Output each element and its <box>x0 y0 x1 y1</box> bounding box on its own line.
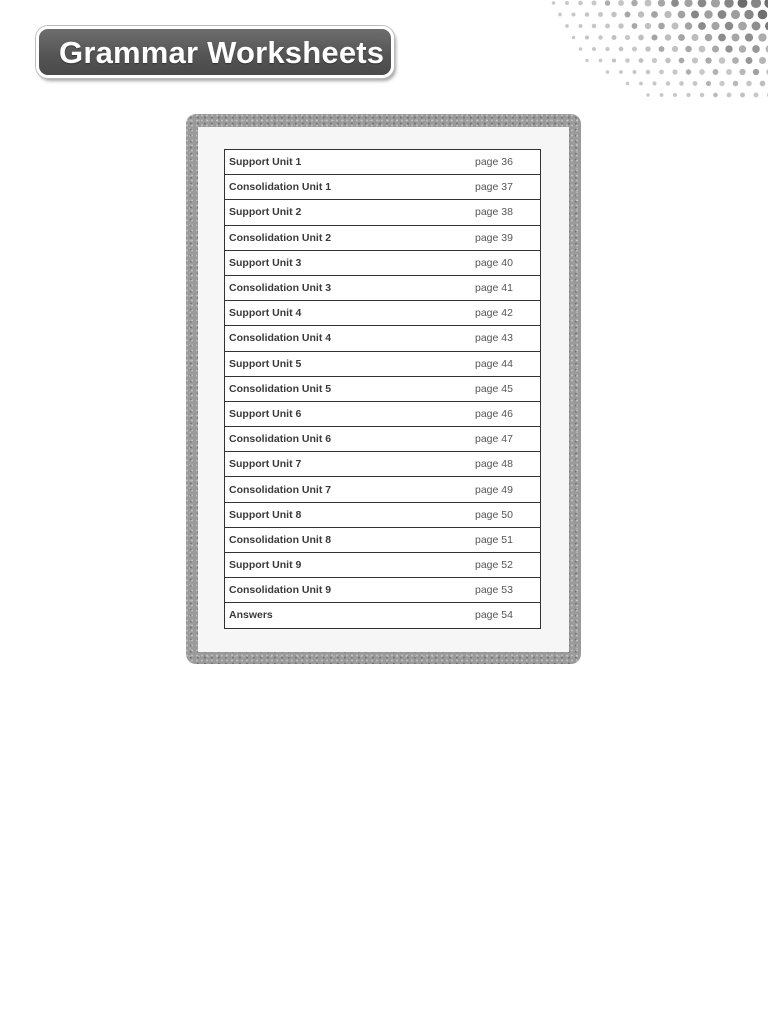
decorative-dot <box>612 58 616 62</box>
decorative-dot <box>619 70 623 74</box>
decorative-dot <box>699 69 705 75</box>
page-number: page 40 <box>471 250 541 275</box>
decorative-dot <box>732 57 739 64</box>
decorative-dot <box>598 12 603 17</box>
unit-name: Support Unit 7 <box>225 452 472 477</box>
page-number: page 49 <box>471 477 541 502</box>
unit-name: Support Unit 4 <box>225 301 472 326</box>
decorative-dot <box>718 10 727 19</box>
decorative-dot <box>625 12 631 18</box>
decorative-dot <box>698 0 707 7</box>
decorative-dot <box>753 69 759 75</box>
decorative-dot <box>678 11 686 19</box>
decorative-dot <box>686 93 690 97</box>
decorative-dot <box>685 46 692 53</box>
unit-name: Support Unit 2 <box>225 200 472 225</box>
unit-name: Consolidation Unit 3 <box>225 275 472 300</box>
decorative-dot <box>651 34 657 40</box>
table-row <box>225 225 541 250</box>
table-row <box>225 376 541 401</box>
decorative-dot <box>713 93 718 98</box>
decorative-dot <box>752 45 760 53</box>
decorative-dot <box>660 93 664 97</box>
unit-name: Consolidation Unit 8 <box>225 527 472 552</box>
decorative-dot <box>625 35 630 40</box>
decorative-dot <box>686 69 691 74</box>
unit-name: Consolidation Unit 2 <box>225 225 472 250</box>
decorative-dot <box>698 22 706 30</box>
page-number: page 50 <box>471 502 541 527</box>
contents-table <box>224 149 541 629</box>
decorative-dot <box>645 23 651 29</box>
decorative-dot <box>639 58 644 63</box>
decorative-dot <box>764 0 768 8</box>
decorative-dot <box>705 57 711 63</box>
decorative-dot <box>665 34 671 40</box>
table-row <box>225 553 541 578</box>
unit-name: Consolidation Unit 1 <box>225 175 472 200</box>
decorative-dot <box>605 24 610 29</box>
unit-name: Support Unit 9 <box>225 553 472 578</box>
decorative-dot <box>665 58 671 64</box>
decorative-dot <box>739 45 746 52</box>
decorative-dot <box>571 12 575 16</box>
decorative-dot <box>759 57 766 64</box>
decorative-dot <box>711 0 720 8</box>
page-number: page 37 <box>471 175 541 200</box>
page-number: page 41 <box>471 275 541 300</box>
decorative-dot <box>626 82 630 86</box>
decorative-dot <box>578 24 582 28</box>
decorative-dot <box>673 93 677 97</box>
decorative-dot <box>678 34 685 41</box>
page-number: page 38 <box>471 200 541 225</box>
decorative-dot <box>652 81 656 85</box>
decorative-dot <box>758 10 768 20</box>
decorative-dot <box>666 81 670 85</box>
decorative-dot <box>738 22 747 31</box>
page-number: page 46 <box>471 401 541 426</box>
decorative-dot <box>632 46 637 51</box>
decorative-dot <box>558 13 562 17</box>
decorative-dot <box>619 47 624 52</box>
decorative-dot <box>618 23 623 28</box>
decorative-dot <box>651 11 658 18</box>
decorative-dot <box>746 57 753 64</box>
page-number: page 43 <box>471 326 541 351</box>
decorative-dot <box>685 22 692 29</box>
title-badge <box>36 26 394 78</box>
unit-name: Consolidation Unit 9 <box>225 578 472 603</box>
decorative-dot <box>746 81 752 87</box>
decorative-dot <box>726 69 732 75</box>
table-row <box>225 578 541 603</box>
decorative-dot <box>727 93 732 98</box>
table-row <box>225 401 541 426</box>
decorative-dot <box>740 93 745 98</box>
contents-panel <box>198 127 569 652</box>
unit-name: Consolidation Unit 6 <box>225 427 472 452</box>
decorative-dot <box>672 46 678 52</box>
unit-name: Support Unit 6 <box>225 401 472 426</box>
decorative-dot <box>565 1 569 5</box>
table-row <box>225 200 541 225</box>
decorative-dot <box>639 82 643 86</box>
decorative-dot <box>632 23 638 29</box>
decorative-dot <box>631 0 637 6</box>
decorative-dot <box>672 69 677 74</box>
decorative-dot <box>744 10 753 19</box>
decorative-dot <box>713 69 719 75</box>
decorative-dot <box>704 10 712 18</box>
decorative-dot <box>645 46 650 51</box>
decorative-dot <box>659 70 664 75</box>
decorative-dot <box>645 0 652 6</box>
decorative-dot <box>693 81 698 86</box>
page-number: page 48 <box>471 452 541 477</box>
table-row <box>225 301 541 326</box>
decorative-dot <box>611 12 617 18</box>
page-number: page 54 <box>471 603 541 628</box>
decorative-dot <box>592 24 597 29</box>
decorative-dot <box>591 0 596 5</box>
page-number: page 42 <box>471 301 541 326</box>
table-row <box>225 326 541 351</box>
decorative-dot <box>632 70 636 74</box>
decorative-dot <box>679 58 685 64</box>
decorative-dot <box>732 34 740 42</box>
unit-name: Consolidation Unit 5 <box>225 376 472 401</box>
table-row <box>225 275 541 300</box>
decorative-dot <box>578 1 583 6</box>
decorative-dot <box>725 22 733 30</box>
decorative-dot <box>565 24 569 28</box>
decorative-dot <box>758 33 766 41</box>
table-row <box>225 502 541 527</box>
decorative-dot <box>691 34 698 41</box>
decorative-dot <box>572 36 576 40</box>
decorative-dot <box>712 45 719 52</box>
decorative-dot <box>606 70 610 74</box>
table-row <box>225 427 541 452</box>
decorative-dot <box>585 59 588 62</box>
page-number: page 39 <box>471 225 541 250</box>
unit-name: Support Unit 8 <box>225 502 472 527</box>
decorative-dot <box>658 0 665 7</box>
page-number: page 44 <box>471 351 541 376</box>
decorative-dot <box>638 11 644 17</box>
unit-name: Support Unit 1 <box>225 150 472 175</box>
decorative-dot <box>731 10 740 19</box>
decorative-dot <box>618 0 624 6</box>
decorative-dot <box>725 45 732 52</box>
decorative-dot <box>671 0 679 7</box>
decorative-dot <box>585 35 589 39</box>
decorative-dot <box>659 46 665 52</box>
decorative-dot <box>652 58 657 63</box>
decorative-dot <box>684 0 692 7</box>
decorative-dot <box>711 22 719 30</box>
decorative-dot <box>699 46 706 53</box>
table-row <box>225 175 541 200</box>
decorative-dot <box>752 22 761 31</box>
page-number: page 51 <box>471 527 541 552</box>
decorative-dot <box>585 12 590 17</box>
decorative-dot <box>719 57 726 64</box>
page-number: page 36 <box>471 150 541 175</box>
unit-name: Consolidation Unit 4 <box>225 326 472 351</box>
decorative-dot <box>719 81 724 86</box>
decorative-dot <box>612 35 617 40</box>
decorative-dot <box>664 11 671 18</box>
decorative-dot <box>646 70 651 75</box>
unit-name: Support Unit 5 <box>225 351 472 376</box>
table-row <box>225 150 541 175</box>
table-row <box>225 250 541 275</box>
decorative-dot <box>700 93 704 97</box>
decorative-dot <box>679 81 684 86</box>
decorative-dot <box>598 35 602 39</box>
decorative-dot <box>760 81 766 87</box>
unit-name: Consolidation Unit 7 <box>225 477 472 502</box>
table-row <box>225 351 541 376</box>
decorative-dot <box>605 47 609 51</box>
decorative-dot <box>753 92 758 97</box>
table-row <box>225 603 541 628</box>
table-row <box>225 527 541 552</box>
decorative-dot <box>671 22 678 29</box>
decorative-dot <box>738 0 748 8</box>
page-number: page 53 <box>471 578 541 603</box>
decorative-dot <box>552 1 556 5</box>
decorative-dot <box>625 58 629 62</box>
decorative-dot <box>739 69 745 75</box>
decorative-dot <box>724 0 733 8</box>
page-number: page 52 <box>471 553 541 578</box>
decorative-dot <box>705 34 712 41</box>
decorative-dot <box>733 81 739 87</box>
decorative-dot <box>706 81 711 86</box>
decorative-dot <box>638 35 644 41</box>
decorative-dot <box>605 0 611 6</box>
table-row <box>225 477 541 502</box>
decorative-dot <box>599 59 603 63</box>
decorative-dot <box>646 93 649 96</box>
unit-name: Answers <box>225 603 472 628</box>
page-number: page 47 <box>471 427 541 452</box>
table-row <box>225 452 541 477</box>
contents-frame <box>186 114 581 664</box>
decorative-dot <box>691 10 699 18</box>
unit-name: Support Unit 3 <box>225 250 472 275</box>
decorative-dot <box>692 57 698 63</box>
decorative-dot <box>658 23 665 30</box>
decorative-dot <box>592 47 596 51</box>
decorative-dot <box>718 34 726 42</box>
decorative-dot <box>745 33 753 41</box>
decorative-dot <box>579 47 583 51</box>
page-title: Grammar Worksheets <box>59 35 385 70</box>
decorative-dot <box>751 0 761 8</box>
page-number: page 45 <box>471 376 541 401</box>
